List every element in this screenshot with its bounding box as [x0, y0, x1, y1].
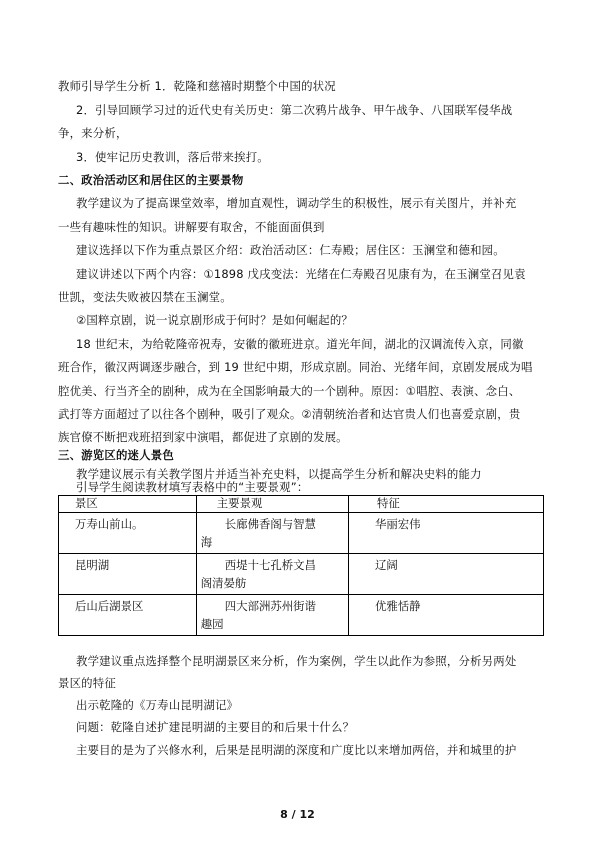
- body-line: 一些有趣味性的知识。讲解要有取舍，不能面面俱到: [58, 220, 325, 234]
- table-cell-sights: [196, 554, 348, 595]
- body-line: 班合作，徽汉两调逐步融合，到 19 世纪中期，形成京剧。同治、光绪年间，京剧发展成为唱: [58, 360, 533, 374]
- table-cell-sights: [196, 513, 348, 554]
- feature-text: 华丽宏伟: [374, 517, 421, 531]
- body-line: 教学建议展示有关教学图片并适当补充史料，以提高学生分析和解决史料的能力: [76, 467, 482, 481]
- sights-text-cont: 海: [200, 535, 213, 549]
- table-cell-area: 后山后湖景区: [59, 595, 197, 636]
- body-line: 腔优美、行当齐全的剧种，成为在全国影响最大的一个剧种。原因：①唱腔、表演、念白、: [58, 384, 521, 398]
- table-cell-sights: [196, 595, 348, 636]
- table-header-sights: 主要景观: [196, 496, 348, 513]
- feature-text: 辽阔: [374, 558, 398, 572]
- table-header-area: 景区: [59, 496, 197, 513]
- body-line: 引导学生阅读教材填写表格中的“主要景观”：: [76, 480, 309, 494]
- body-line: 18 世纪末，为给乾隆帝祝寿，安徽的徽班进京。道光年间，湖北的汉调流传入京，同徽: [76, 337, 524, 351]
- table-header-row: [59, 496, 544, 513]
- body-line: ②国粹京剧，说一说京剧形成于何时？是如何崛起的？: [76, 313, 353, 327]
- body-line: 3．使牢记历史教训，落后带来挨打。: [76, 150, 269, 164]
- body-line: 世凯，变法失败被囚禁在玉澜堂。: [58, 290, 232, 304]
- table-cell-feature: [348, 554, 543, 595]
- sights-text-cont: 阁清晏舫: [200, 576, 247, 590]
- sights-text: 四大部洲苏州街谐: [224, 599, 316, 613]
- section-heading: 二、政治活动区和居住区的主要景物: [58, 173, 244, 187]
- body-line: 问题：乾隆自述扩建昆明湖的主要目的和后果十什么？: [76, 720, 355, 734]
- table-cell-area: 昆明湖: [59, 554, 197, 595]
- table-row: [59, 513, 544, 554]
- body-line: 主要目的是为了兴修水利，后果是昆明湖的深度和广度比以来增加两倍，并和城里的护: [76, 743, 517, 757]
- body-line: 教师引导学生分析 1．乾隆和慈禧时期整个中国的状况: [58, 79, 336, 93]
- body-line: 武打等方面超过了以往各个剧种，吸引了观众。②清朝统治者和达官贵人们也喜爱京剧，贵: [58, 407, 521, 421]
- body-line: 教学建议为了提高课堂效率，增加直观性，调动学生的积极性，展示有关图片，并补充: [76, 196, 517, 210]
- table-row: [59, 554, 544, 595]
- feature-text: 优雅恬静: [374, 599, 421, 613]
- sights-text-cont: 趣园: [200, 617, 224, 631]
- body-line: 2．引导回顾学习过的近代史有关历史：第二次鸦片战争、甲午战争、八国联军侵华战: [76, 103, 513, 117]
- scenic-area-table: [58, 495, 544, 636]
- table-header-feature: 特征: [348, 496, 543, 513]
- table-cell-feature: [348, 513, 543, 554]
- table-row: [59, 595, 544, 636]
- section-heading: 三、游览区的迷人景色: [58, 448, 174, 462]
- sights-text: 长廊佛香阁与智慧: [224, 517, 316, 531]
- body-line: 景区的特征: [58, 676, 116, 690]
- table-cell-area: 万寿山前山。: [59, 513, 197, 554]
- body-line: 建议选择以下作为重点景区介绍：政治活动区：仁寿殿；居住区：玉澜堂和德和园。: [76, 243, 505, 257]
- body-line: 族官僚不断把戏班招到家中演唱，都促进了京剧的发展。: [58, 430, 348, 444]
- body-line: 出示乾隆的《万寿山昆明湖记》: [76, 698, 239, 712]
- body-line: 争，来分析，: [58, 126, 128, 140]
- page-number: 8 / 12: [280, 808, 315, 821]
- table-cell-feature: [348, 595, 543, 636]
- body-line: 建议讲述以下两个内容：①1898 戊戌变法：光绪在仁寿殿召见康有为，在玉澜堂召见袁: [76, 267, 526, 281]
- body-line: 教学建议重点选择整个昆明湖景区来分析，作为案例，学生以此作为参照，分析另两处: [76, 654, 517, 668]
- sights-text: 西堤十七孔桥文昌: [224, 558, 316, 572]
